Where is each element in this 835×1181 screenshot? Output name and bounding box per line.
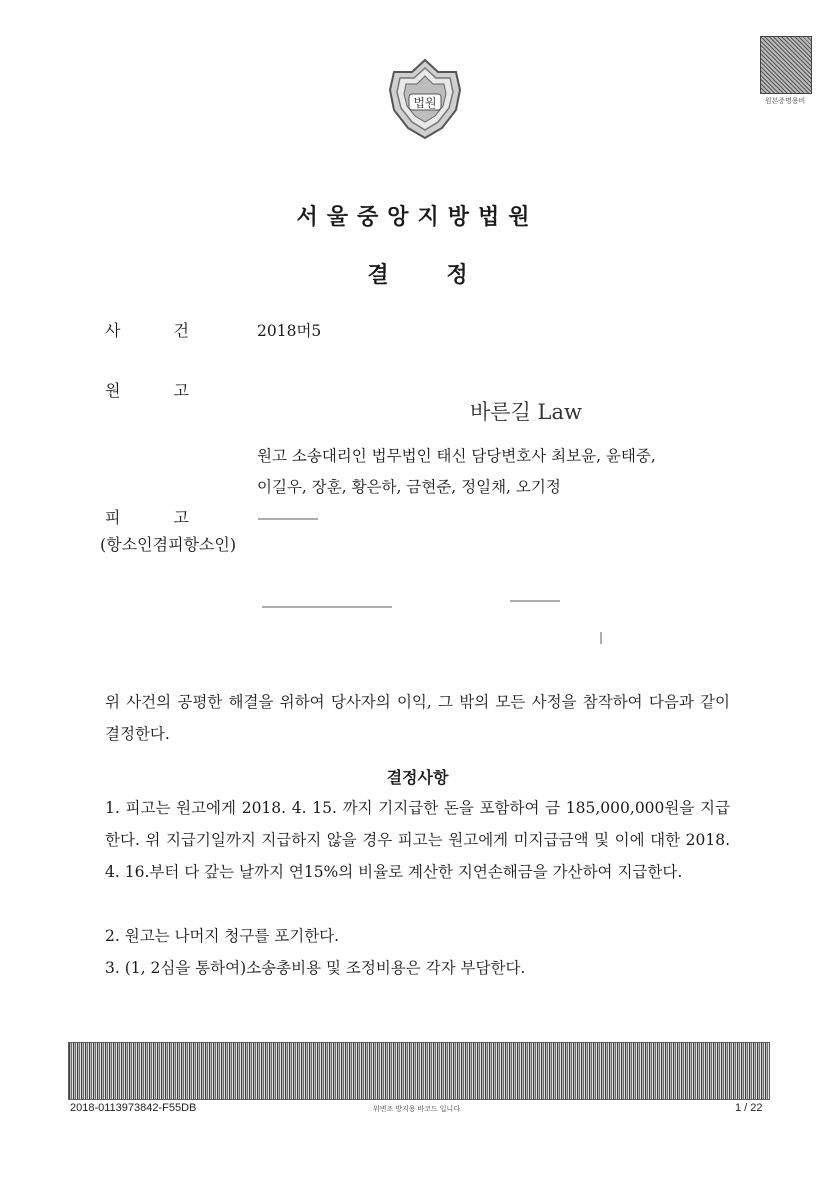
verification-qr-code: [760, 36, 812, 94]
document-title: 결 정: [367, 262, 468, 288]
seal-text: 법원: [413, 96, 437, 110]
decision-item-1: 1. 피고는 원고에게 2018. 4. 15. 까지 기지급한 돈을 포함하여 금 185,000,000원을 지급한다. 위 지급기일까지 지급하지 않을 경우 피고는 원고에게 미지급금액 및 이에 대한 2018. 4. 16.부터 다 갚는 날까지 연15%의 비율로 계산한 지연손해금을 가산하여 지급한다.: [105, 799, 730, 881]
decision-item-3: 3. (1, 2심을 통하여)소송총비용 및 조정비용은 각자 부담한다.: [105, 959, 526, 977]
counsel-line-2: 이길우, 장훈, 황은하, 금현준, 정일채, 오기정: [257, 478, 561, 496]
page-number: 1 / 22: [735, 1102, 763, 1114]
counsel-line-1: 원고 소송대리인 법무법인 태신 담당변호사 최보윤, 윤태중,: [257, 447, 656, 465]
qr-label: 원본증명용비: [764, 97, 806, 105]
defendant-sublabel: (항소인겸피항소인): [100, 535, 237, 554]
barcode-notice: 위변조 방지용 바코드 입니다.: [373, 1106, 462, 1113]
redaction-mark: [510, 600, 560, 602]
document-id: 2018-0113973842-F55DB: [70, 1102, 197, 1114]
intro-paragraph: 위 사건의 공평한 해결을 위하여 당사자의 이익, 그 밖의 모든 사정을 참작하여 다음과 같이 결정한다.: [105, 693, 730, 743]
court-seal-logo: [386, 58, 464, 142]
decision-item-2: 2. 원고는 나머지 청구를 포기한다.: [105, 927, 340, 945]
court-name: 서울중앙지방법원: [296, 204, 539, 230]
plaintiff-label: 원 고: [105, 381, 189, 400]
anti-forgery-barcode: [68, 1042, 770, 1100]
defendant-label: 피 고: [105, 508, 189, 527]
decision-title: 결정사항: [386, 768, 449, 787]
redaction-mark: [600, 632, 602, 644]
redaction-mark: [262, 606, 392, 608]
law-firm-stamp: 바른길 Law: [470, 400, 582, 424]
case-number: 2018머5: [257, 322, 322, 340]
redaction-mark: [258, 518, 318, 520]
case-label: 사 건: [105, 321, 189, 340]
